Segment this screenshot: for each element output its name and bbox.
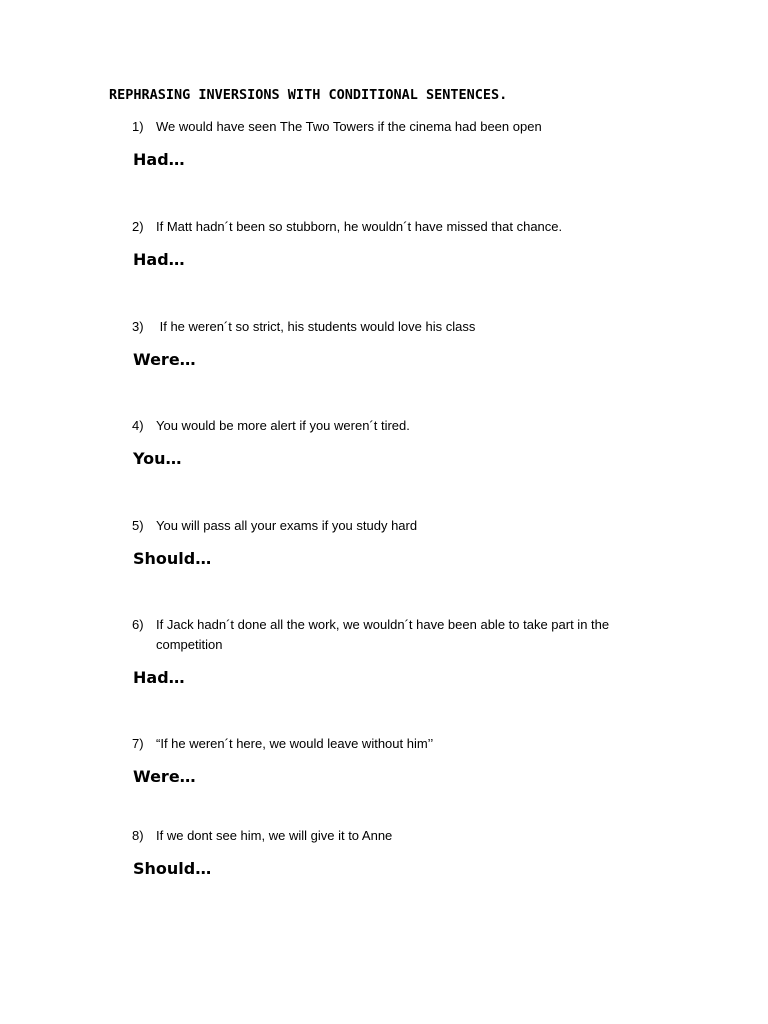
exercise-sentence: You will pass all your exams if you study hard [156, 518, 418, 533]
exercise-sentence: If Matt hadn´t been so stubborn, he wouldn´t have missed that chance. [156, 219, 563, 234]
exercise-item-7 [132, 734, 692, 754]
exercise-number: 3) [132, 319, 144, 334]
exercise-number: 7) [132, 736, 144, 751]
answer-prompt-3: Were… [133, 350, 196, 369]
exercise-item-3 [132, 317, 692, 337]
answer-prompt-2: Had… [133, 250, 185, 269]
exercise-sentence: “If he weren´t here, we would leave without him’’ [156, 736, 434, 751]
answer-prompt-7: Were… [133, 767, 196, 786]
exercise-sentence: We would have seen The Two Towers if the cinema had been open [156, 119, 542, 134]
exercise-item-4 [132, 416, 692, 436]
answer-prompt-6: Had… [133, 668, 185, 687]
exercise-sentence: You would be more alert if you weren´t tired. [156, 418, 410, 433]
exercise-number: 8) [132, 828, 144, 843]
answer-prompt-5: Should… [133, 549, 212, 568]
exercise-item-2 [132, 217, 692, 237]
answer-prompt-1: Had… [133, 150, 185, 169]
exercise-item-6 [132, 615, 672, 655]
exercise-number: 4) [132, 418, 144, 433]
exercise-number: 6) [132, 617, 144, 632]
exercise-number: 5) [132, 518, 144, 533]
worksheet-title: REPHRASING INVERSIONS WITH CONDITIONAL SENTENCES. [109, 87, 508, 103]
answer-prompt-4: You… [133, 449, 182, 468]
exercise-item-1 [132, 117, 692, 137]
answer-prompt-8: Should… [133, 859, 212, 878]
exercise-number: 2) [132, 219, 144, 234]
exercise-item-5 [132, 516, 692, 536]
exercise-sentence: If Jack hadn´t done all the work, we wouldn´t have been able to take part in the competition [156, 617, 610, 652]
exercise-sentence: If he weren´t so strict, his students would love his class [156, 319, 476, 334]
exercise-item-8 [132, 826, 692, 846]
exercise-sentence: If we dont see him, we will give it to Anne [156, 828, 393, 843]
exercise-number: 1) [132, 119, 144, 134]
